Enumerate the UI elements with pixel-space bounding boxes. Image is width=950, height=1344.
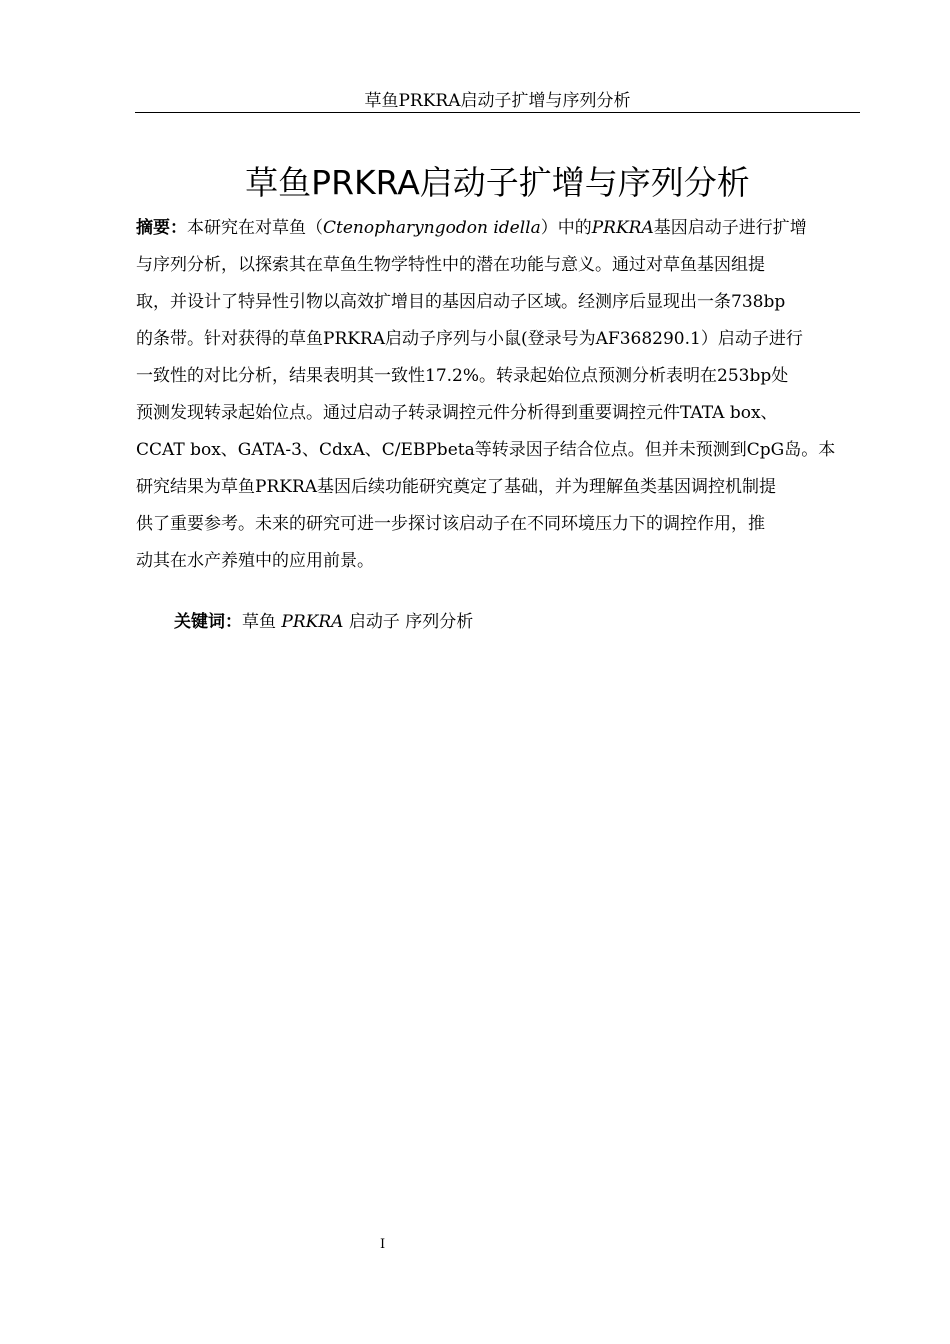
gene-name: PRKRA bbox=[591, 218, 654, 238]
abstract-line: 预测发现转录起始位点。通过启动子转录调控元件分析得到重要调控元件TATA box、 bbox=[136, 403, 778, 423]
abstract-line: 的条带。针对获得的草鱼PRKRA启动子序列与小鼠(登录号为AF368290.1）启动子进行 bbox=[136, 329, 803, 349]
abstract-line: 动其在水产养殖中的应用前景。 bbox=[136, 551, 374, 571]
abstract-line bbox=[136, 210, 860, 247]
abstract-label: 摘要： bbox=[136, 218, 187, 238]
keyword: PRKRA bbox=[281, 612, 344, 632]
abstract-line: 与序列分析，以探索其在草鱼生物学特性中的潜在功能与意义。通过对草鱼基因组提 bbox=[136, 255, 765, 275]
header-rule bbox=[135, 112, 860, 113]
page-number: I bbox=[380, 1237, 386, 1252]
abstract-text: 本研究在对草鱼（ bbox=[187, 218, 323, 238]
abstract-line: 研究结果为草鱼PRKRA基因后续功能研究奠定了基础，并为理解鱼类基因调控机制提 bbox=[136, 477, 777, 497]
abstract bbox=[136, 210, 860, 580]
abstract-line: 供了重要参考。未来的研究可进一步探讨该启动子在不同环境压力下的调控作用，推 bbox=[136, 514, 765, 534]
keywords bbox=[174, 604, 473, 640]
keyword: 序列分析 bbox=[405, 612, 474, 632]
abstract-line: CCAT box、GATA-3、CdxA、C/EBPbeta等转录因子结合位点。但并未预测到CpG岛。本 bbox=[136, 440, 836, 460]
keyword: 草鱼 bbox=[242, 612, 276, 632]
keywords-label: 关键词： bbox=[174, 612, 242, 632]
paper-title: 草鱼PRKRA启动子扩增与序列分析 bbox=[245, 163, 750, 202]
keyword: 启动子 bbox=[348, 612, 400, 632]
abstract-line: 一致性的对比分析，结果表明其一致性17.2%。转录起始位点预测分析表明在253bp处 bbox=[136, 366, 789, 386]
running-header: 草鱼PRKRA启动子扩增与序列分析 bbox=[364, 91, 631, 111]
abstract-text: ）中的 bbox=[540, 218, 592, 238]
species-name: Ctenopharyngodon idella bbox=[323, 218, 541, 238]
abstract-line: 取，并设计了特异性引物以高效扩增目的基因启动子区域。经测序后显现出一条738bp bbox=[136, 292, 786, 312]
abstract-text: 基因启动子进行扩增 bbox=[653, 218, 807, 238]
